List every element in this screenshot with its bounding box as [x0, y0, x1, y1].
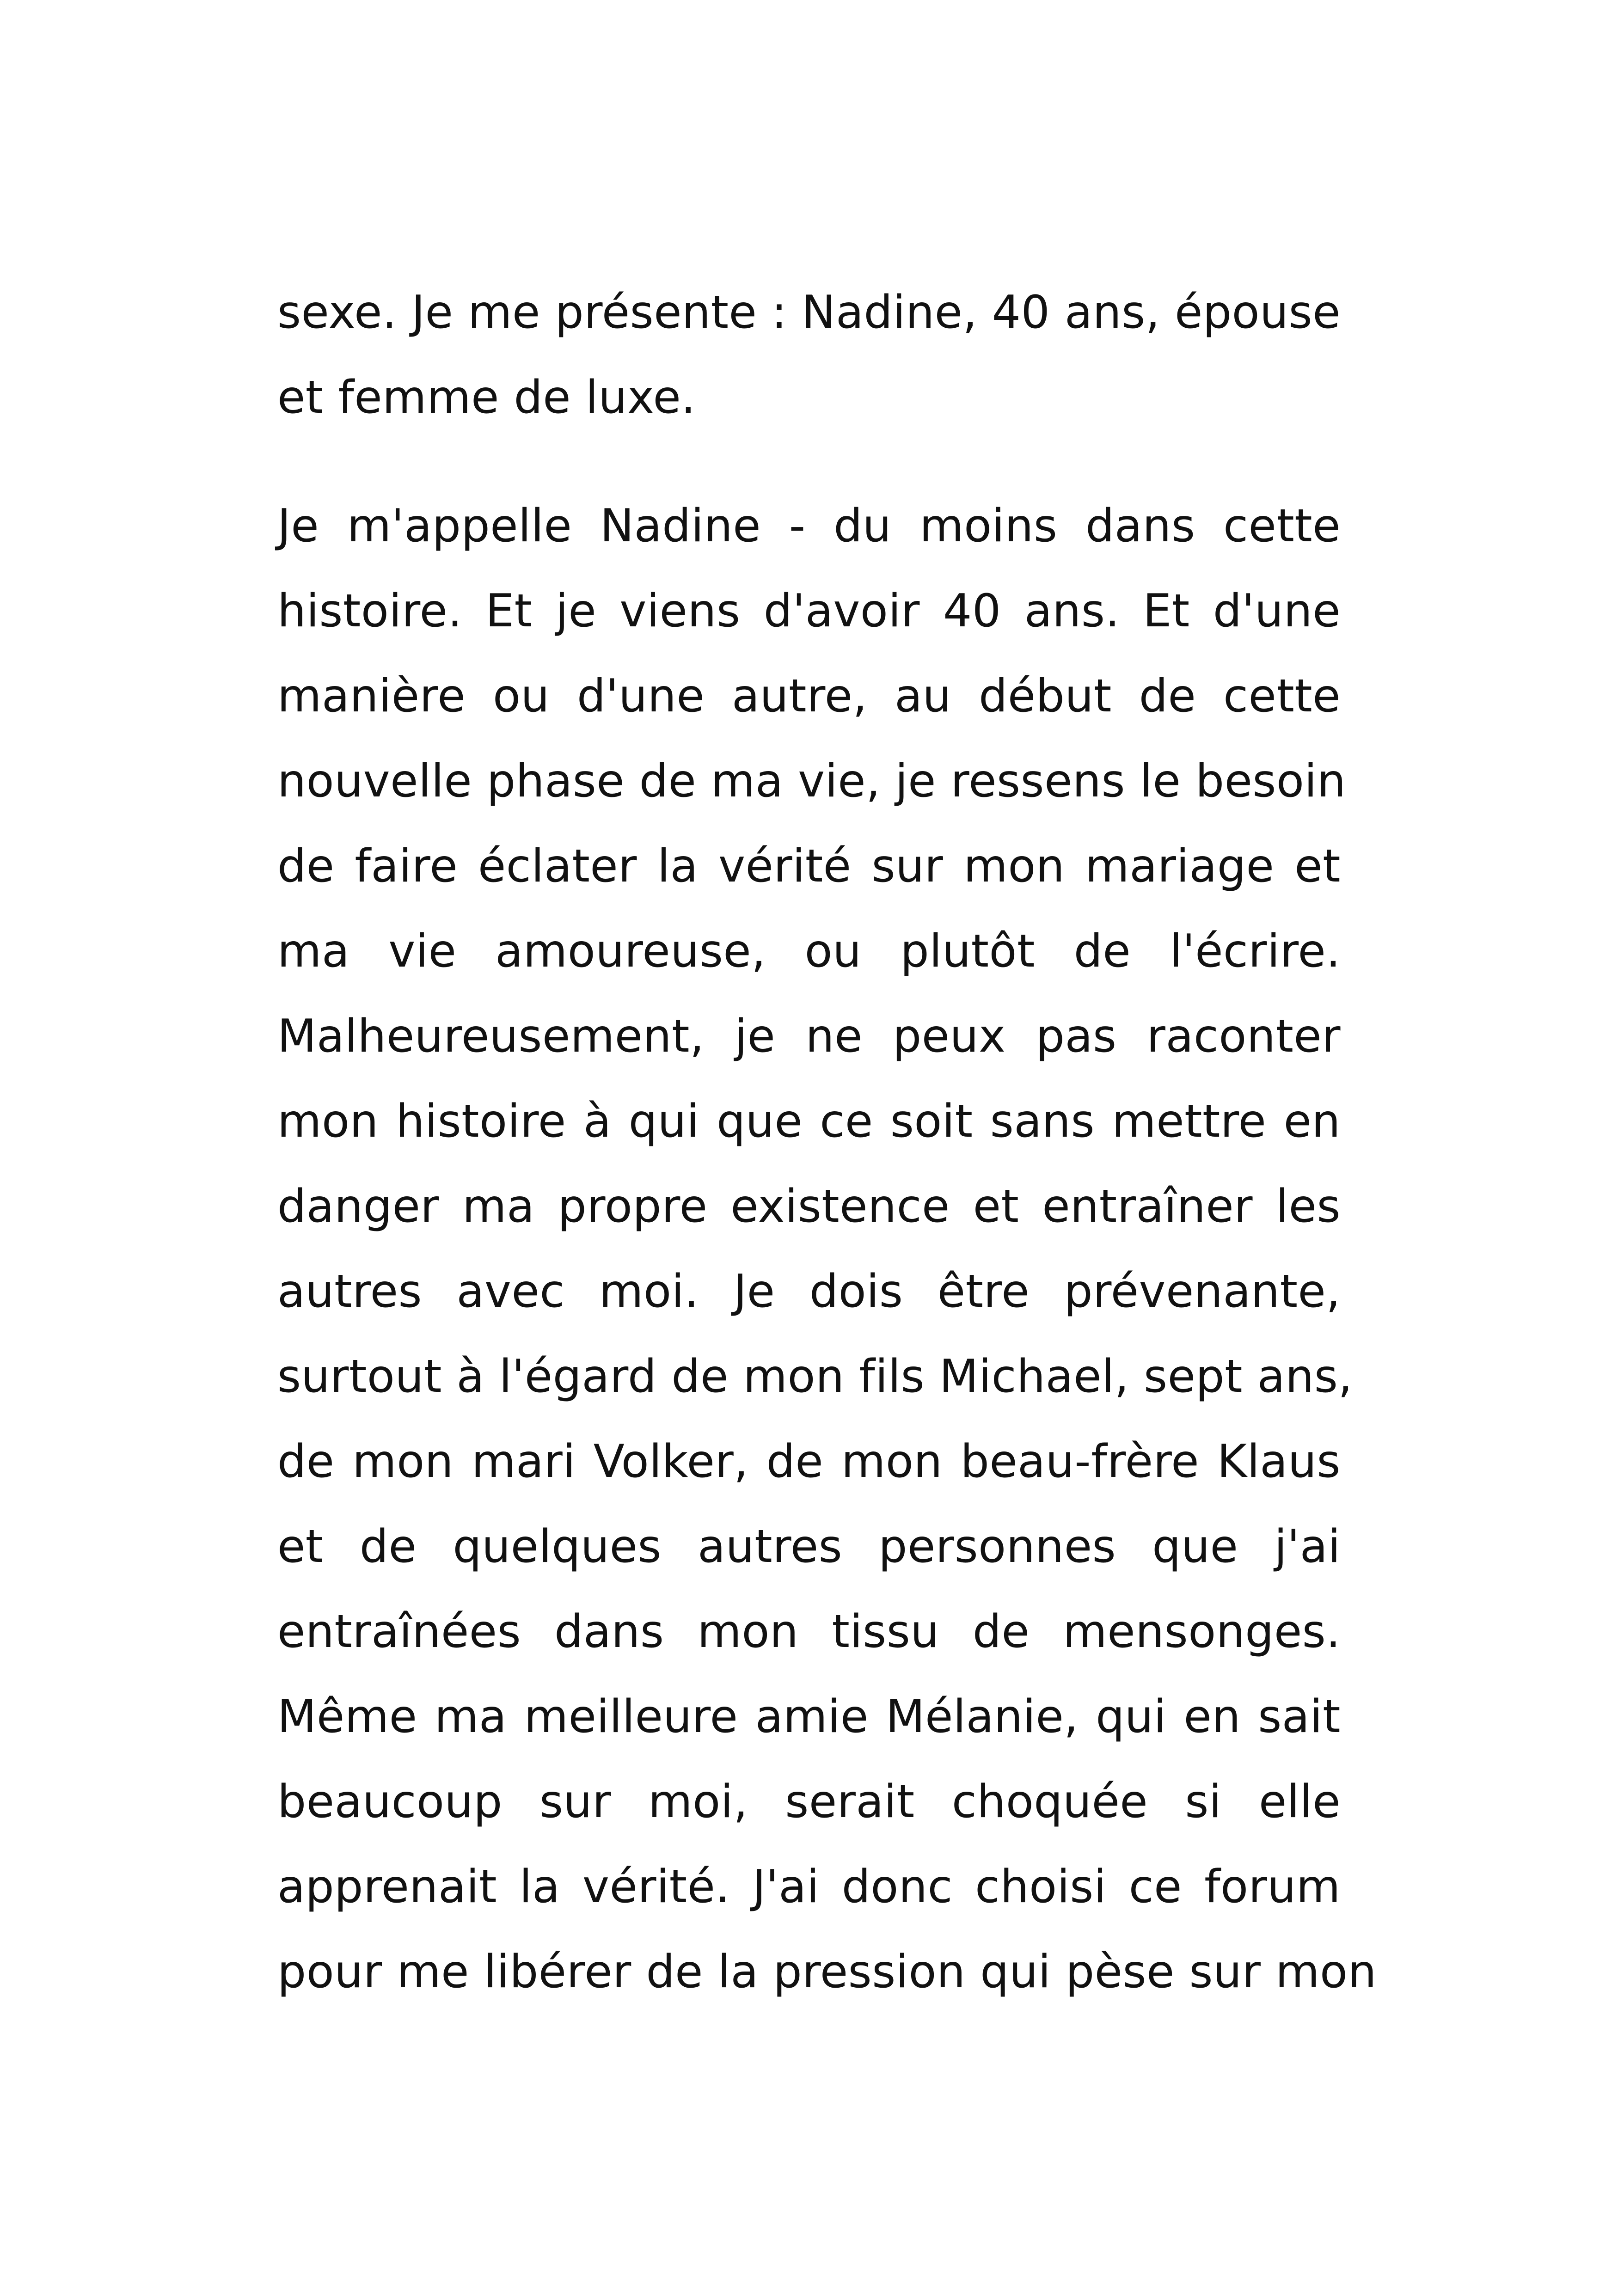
text-line: Même ma meilleure amie Mélanie, qui en sait	[277, 1690, 1341, 1743]
text-line: entraînées dans mon tissu de mensonges.	[277, 1605, 1341, 1658]
text-line: sexe. Je me présente : Nadine, 40 ans, épouse	[277, 286, 1341, 339]
text-line: nouvelle phase de ma vie, je ressens le besoin	[277, 755, 1346, 808]
text-line: Je m'appelle Nadine - du moins dans cette	[277, 500, 1341, 552]
text-line: surtout à l'égard de mon fils Michael, sept ans,	[277, 1350, 1353, 1403]
text-line: apprenait la vérité. J'ai donc choisi ce forum	[277, 1861, 1341, 1913]
text-line: danger ma propre existence et entraîner les	[277, 1180, 1341, 1233]
text-line: beaucoup sur moi, serait choquée si elle	[277, 1776, 1341, 1828]
paragraph-body	[277, 484, 1377, 2014]
text-line: pour me libérer de la pression qui pèse sur mon	[277, 1946, 1377, 1998]
text-line: manière ou d'une autre, au début de cette	[277, 670, 1341, 722]
text-line: ma vie amoureuse, ou plutôt de l'écrire.	[277, 925, 1341, 978]
text-line: Malheureusement, je ne peux pas raconter	[277, 1010, 1341, 1063]
text-line: histoire. Et je viens d'avoir 40 ans. Et d'une	[277, 585, 1341, 637]
text-line: mon histoire à qui que ce soit sans mettre en	[277, 1095, 1341, 1148]
text-line: et femme de luxe.	[277, 371, 696, 424]
text-line: autres avec moi. Je dois être prévenante,	[277, 1265, 1341, 1318]
text-line: et de quelques autres personnes que j'ai	[277, 1520, 1341, 1573]
text-line: de faire éclater la vérité sur mon mariage et	[277, 840, 1341, 893]
paragraph-intro	[277, 270, 1341, 440]
text-line: de mon mari Volker, de mon beau-frère Klaus	[277, 1435, 1341, 1488]
